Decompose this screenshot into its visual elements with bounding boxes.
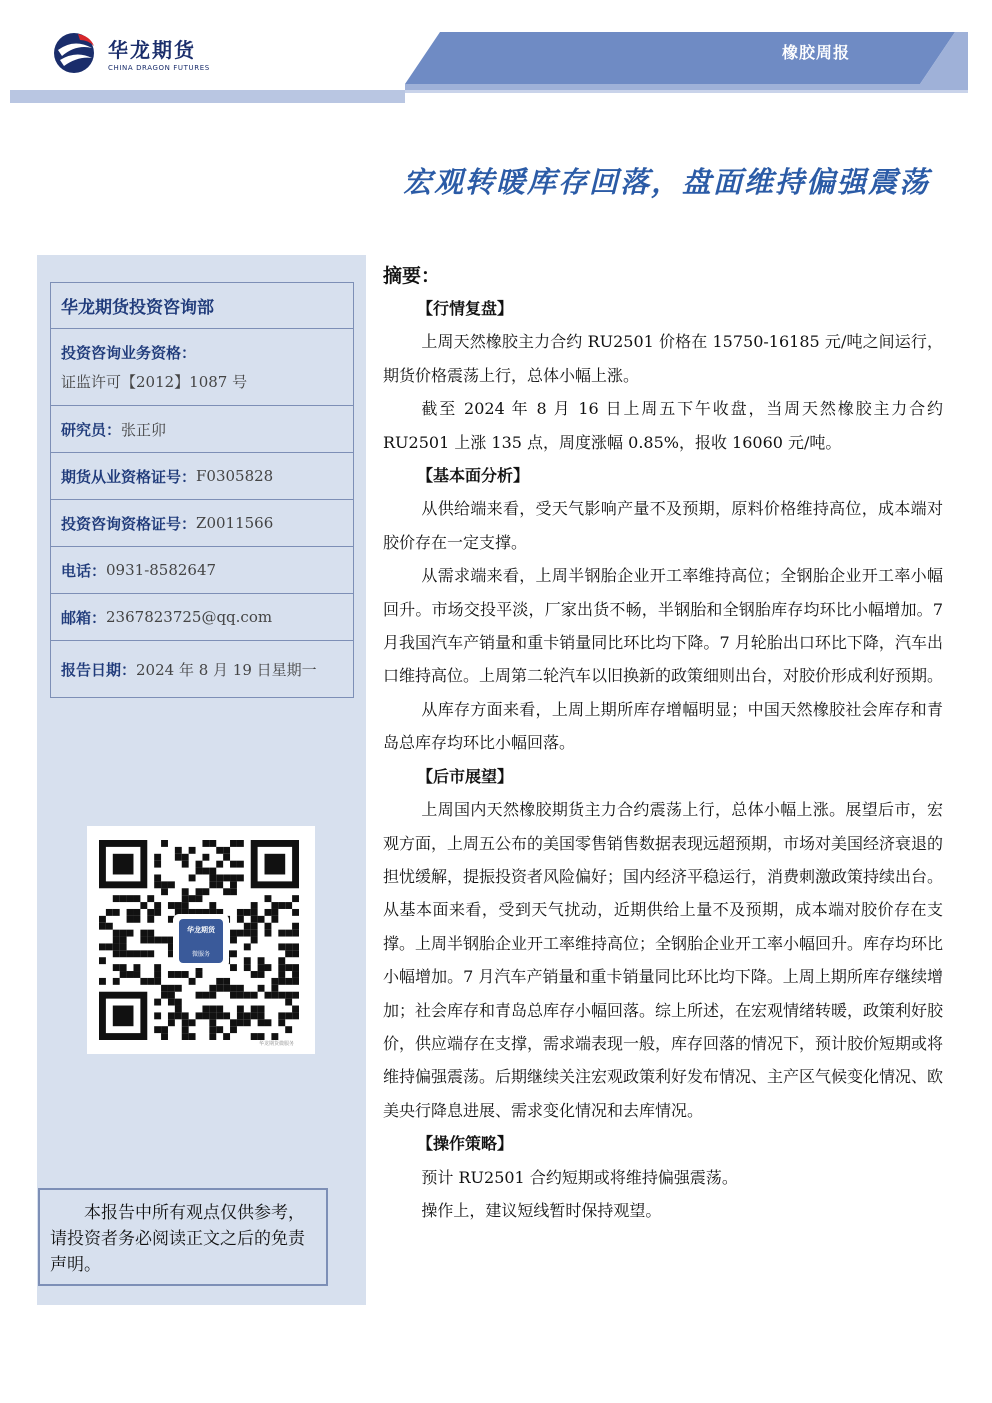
- consult-cert-value: Z0011566: [196, 514, 274, 532]
- section-title-outlook: 【后市展望】: [417, 766, 514, 786]
- phone-value: 0931-8582647: [106, 561, 217, 579]
- paragraph: 从需求端来看，上周半钢胎企业开工率维持高位；全钢胎企业开工率小幅回升。市场交投平淡，厂家出货不畅，半钢胎和全钢胎库存均环比小幅增加。7 月我国汽车产销量和重卡销量同比环比均下降。7 月轮胎出口环比下降，汽车出口维持高位。上周第二轮汽车以旧换新的政策细则出台，对胶价形成利好预期。: [383, 566, 944, 686]
- paragraph: 从供给端来看，受天气影响产量不及预期，原料价格维持高位，成本端对胶价存在一定支撑。: [383, 499, 943, 552]
- date-label: 报告日期：: [61, 660, 137, 679]
- qr-caption: 华龙期货微服务: [259, 1041, 295, 1047]
- email-label: 邮箱：: [61, 608, 107, 627]
- paragraph: 截至 2024 年 8 月 16 日上周五下午收盘，当周天然橡胶主力合约 RU2501 上涨 135 点，周度涨幅 0.85%，报收 16060 元/吨。: [383, 399, 943, 452]
- researcher-label: 研究员：: [61, 420, 122, 439]
- futures-cert-value: F0305828: [196, 467, 274, 485]
- paragraph: 从库存方面来看，上周上期所库存增幅明显；中国天然橡胶社会库存和青岛总库存均环比小幅回落。: [383, 699, 943, 753]
- paragraph: 预计 RU2501 合约短期或将维持偏强震荡。: [421, 1167, 738, 1187]
- paragraph: 上周天然橡胶主力合约 RU2501 价格在 15750-16185 元/吨之间运行，期货价格震荡上行，总体小幅上涨。: [383, 332, 943, 385]
- email-row: [51, 594, 353, 641]
- analyst-info-box: [50, 282, 354, 698]
- date-row: [51, 641, 353, 697]
- qr-center-logo: [173, 914, 229, 968]
- researcher-row: [51, 406, 353, 453]
- report-type-label: 橡胶周报: [782, 43, 851, 62]
- dept-name: 华龙期货投资咨询部: [61, 298, 214, 318]
- qr-code[interactable]: [87, 826, 315, 1054]
- brand-name-en: CHINA DRAGON FUTURES: [108, 64, 210, 72]
- futures-cert-row: [51, 453, 353, 500]
- qr-center-subtitle: 微服务: [191, 951, 210, 958]
- email-value[interactable]: 2367823725@qq.com: [106, 608, 273, 626]
- consult-cert-row: [51, 500, 353, 547]
- phone-row: [51, 547, 353, 594]
- company-logo: [52, 30, 112, 76]
- summary-heading: 摘要：: [383, 265, 441, 287]
- futures-cert-label: 期货从业资格证号：: [61, 467, 197, 486]
- qualification-row: [51, 329, 353, 406]
- consult-cert-label: 投资咨询资格证号：: [61, 514, 197, 533]
- brand-name: 华龙期货: [108, 38, 196, 62]
- qualification-value: 证监许可【2012】1087 号: [61, 373, 248, 391]
- report-title: 宏观转暖库存回落，盘面维持偏强震荡: [402, 165, 930, 199]
- section-title-fundamentals: 【基本面分析】: [417, 466, 530, 486]
- disclaimer-box: 本报告中所有观点仅供参考，请投资者务必阅读正文之后的免责声明。: [38, 1188, 328, 1286]
- qualification-label: 投资咨询业务资格：: [61, 344, 197, 362]
- phone-label: 电话：: [61, 561, 107, 580]
- researcher-value: 张正卯: [121, 420, 167, 439]
- section-title-review: 【行情复盘】: [417, 299, 514, 318]
- date-value: 2024 年 8 月 19 日星期一: [136, 660, 317, 679]
- section-title-strategy: 【操作策略】: [417, 1134, 514, 1154]
- paragraph: 上周国内天然橡胶期货主力合约震荡上行，总体小幅上涨。展望后市，宏观方面，上周五公布的美国零售销售数据表现远超预期，市场对美国经济衰退的担忧缓解，提振投资者风险偏好；国内经济平稳运行，消费刺激政策持续出台。从基本面来看，受到天气扰动，近期供给上量不及预期，成本端对胶价存在支撑。上周半钢胎企业开工率维持高位；全钢胎企业开工率小幅回升。库存均环比小幅增加。7 月汽车产销量和重卡销量同比环比均下降。上周上期所库存继续增加；社会库存和青岛总库存小幅回落。综上所述，在宏观情绪转暖，政策利好胶价，供应端存在支撑，需求端表现一般，库存回落的情况下，预计胶价短期或将维持偏强震荡。后期继续关注宏观政策利好发布情况、主产区气候变化情况、欧美央行降息进展、需求变化情况和去库情况。: [383, 800, 944, 1120]
- dept-row: [51, 283, 353, 329]
- paragraph: 操作上，建议短线暂时保持观望。: [421, 1200, 662, 1220]
- qr-center-title: 华龙期货: [187, 926, 215, 934]
- summary-content: [383, 292, 943, 1227]
